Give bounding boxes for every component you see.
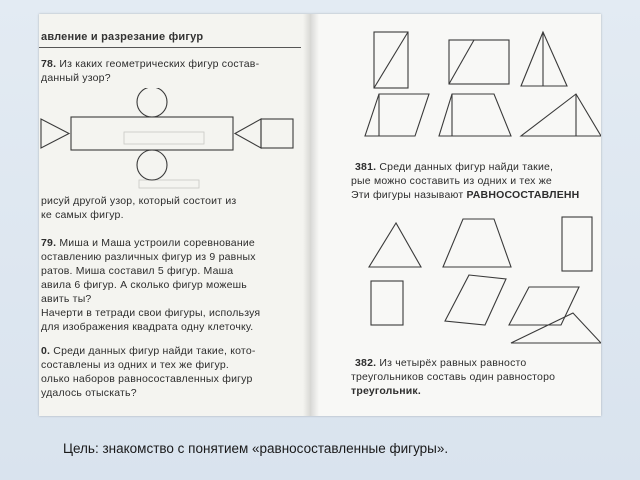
task-379-line4: авила 6 фигур. А сколько фигур можешь bbox=[41, 279, 247, 291]
figure-trapezoid bbox=[439, 94, 511, 136]
heading-rule bbox=[39, 47, 301, 48]
task-379-number: 79. bbox=[41, 237, 57, 249]
book-gutter bbox=[303, 14, 319, 416]
figure-parallelogram bbox=[365, 94, 429, 136]
task-378-line1: 78. Из каких геометрических фигур состав- bbox=[41, 58, 260, 70]
left-page bbox=[39, 14, 311, 416]
task-381-line1: 381. Среди данных фигур найди такие, bbox=[355, 161, 554, 173]
task-382-line2: треугольников составь один равносторо bbox=[351, 371, 556, 383]
task-378-number: 78. bbox=[41, 58, 57, 70]
section-heading: авление и разрезание фигур bbox=[41, 31, 204, 43]
task-380-line3: олько наборов равносоставленных фигур bbox=[41, 373, 253, 385]
task-379-line1: 79. Миша и Маша устроили соревнование bbox=[41, 237, 255, 249]
textbook-scan bbox=[39, 14, 601, 416]
figure-rhombus bbox=[445, 275, 506, 325]
figure-triangle bbox=[369, 223, 421, 267]
task-379-line6: Начерти в тетради свои фигуры, используя bbox=[41, 307, 261, 319]
figure-triangle-split bbox=[521, 32, 567, 86]
right-page bbox=[311, 14, 601, 416]
figure-trapezoid-2 bbox=[443, 219, 511, 267]
task-380-line4: удалось отыскать? bbox=[41, 387, 137, 399]
task-379-line3: ратов. Миша составил 5 фигур. Маша bbox=[41, 265, 234, 277]
figure-square bbox=[371, 281, 403, 325]
figure-flat-triangle bbox=[511, 313, 601, 343]
term-equicomposed: РАВНОСОСТАВЛЕНН bbox=[466, 189, 580, 201]
task-380-line1: 0. Среди данных фигур найди такие, кото- bbox=[41, 345, 256, 357]
figures-top bbox=[311, 14, 601, 154]
slide-caption: Цель: знакомство с понятием «равносоставленные фигуры». bbox=[63, 441, 449, 456]
figure-wide-triangle bbox=[521, 94, 601, 136]
task-380-line2: составлены из одних и тех же фигур. bbox=[41, 359, 229, 371]
figure-tall-rect bbox=[562, 217, 592, 271]
task-380-number: 0. bbox=[41, 345, 51, 357]
task-378-cont-line1: рисуй другой узор, который состоит из bbox=[41, 195, 237, 207]
task-379-line5: авить ты? bbox=[41, 293, 92, 305]
task-381-number: 381. bbox=[355, 161, 377, 173]
task-382-number: 382. bbox=[355, 357, 377, 369]
task-381-line3: Эти фигуры называют РАВНОСОСТАВЛЕНН bbox=[351, 189, 580, 201]
task-382-line3: треугольник. bbox=[351, 385, 421, 397]
figure-rect-two-triangles bbox=[449, 40, 509, 84]
figures-bottom bbox=[311, 209, 601, 349]
task-378-line2: данный узор? bbox=[41, 72, 111, 84]
task-379-line2: оставлению различных фигур из 9 равных bbox=[41, 251, 256, 263]
task-379-line7: для изображения квадрата одну клеточку. bbox=[41, 321, 254, 333]
figure-parallelogram-2 bbox=[509, 287, 579, 325]
task-378-cont-line2: ке самых фигур. bbox=[41, 209, 124, 221]
pattern-figure bbox=[39, 88, 301, 196]
task-382-line1: 382. Из четырёх равных равносто bbox=[355, 357, 527, 369]
task-381-line2: рые можно составить из одних и тех же bbox=[351, 175, 552, 187]
